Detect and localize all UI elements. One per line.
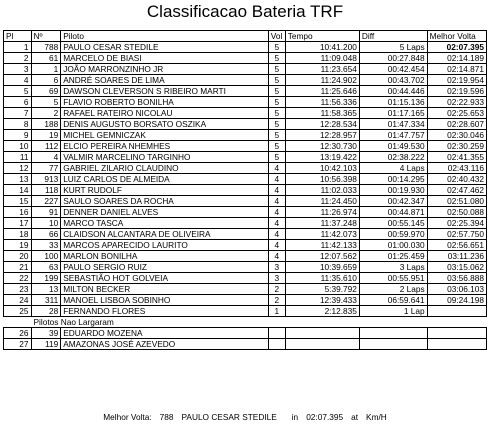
cell-vol: 2 — [268, 284, 285, 295]
cell-pl: 25 — [4, 306, 32, 317]
cell-pl: 13 — [4, 174, 32, 185]
cell-num: 1 — [31, 64, 61, 75]
cell-num: 13 — [31, 284, 61, 295]
cell-pl: 5 — [4, 86, 32, 97]
footer-time: 02:07.395 — [306, 412, 344, 422]
cell-tempo: 11:24.450 — [285, 196, 359, 207]
table-row — [4, 306, 487, 317]
cell-diff: 00:19.930 — [359, 185, 427, 196]
table-row — [4, 328, 487, 339]
footer-num: 788 — [159, 412, 174, 422]
header-row — [4, 31, 487, 42]
cell-num: 2 — [31, 108, 61, 119]
cell-pl: 14 — [4, 185, 32, 196]
cell-melhor: 02:41.355 — [427, 152, 486, 163]
cell-tempo: 10:42.103 — [285, 163, 359, 174]
cell-diff: 01:17.165 — [359, 108, 427, 119]
cell-tempo — [285, 328, 359, 339]
cell-tempo: 11:42.133 — [285, 240, 359, 251]
table-row — [4, 273, 487, 284]
cell-diff: 1 Lap — [359, 306, 427, 317]
cell-melhor: 02:19.596 — [427, 86, 486, 97]
cell-diff: 02:38.222 — [359, 152, 427, 163]
cell-melhor: 02:14.189 — [427, 53, 486, 64]
cell-melhor: 02:50.088 — [427, 207, 486, 218]
cell-pl: 1 — [4, 42, 32, 53]
cell-diff: 00:42.454 — [359, 64, 427, 75]
cell-vol: 4 — [268, 240, 285, 251]
cell-piloto: MICHEL GEMNICZAK — [61, 130, 269, 141]
cell-num: 5 — [31, 97, 61, 108]
cell-melhor: 02:56.651 — [427, 240, 486, 251]
cell-tempo: 2:12.835 — [285, 306, 359, 317]
table-row — [4, 339, 487, 350]
cell-piloto: MILTON BECKER — [61, 284, 269, 295]
cell-diff: 06:59.641 — [359, 295, 427, 306]
cell-vol: 5 — [268, 119, 285, 130]
cell-diff — [359, 339, 427, 350]
cell-tempo: 11:35.610 — [285, 273, 359, 284]
cell-melhor: 02:40.432 — [427, 174, 486, 185]
cell-pl: 22 — [4, 273, 32, 284]
cell-piloto: JOÃO MARRONZINHO JR — [61, 64, 269, 75]
cell-pl: 2 — [4, 53, 32, 64]
cell-vol: 4 — [268, 163, 285, 174]
footer-name: PAULO CESAR STEDILE — [181, 412, 277, 422]
cell-melhor: 02:07.395 — [427, 42, 486, 53]
cell-pl: 4 — [4, 75, 32, 86]
cell-pl: 17 — [4, 218, 32, 229]
cell-num: 188 — [31, 119, 61, 130]
cell-vol: 2 — [268, 295, 285, 306]
cell-melhor: 03:56.888 — [427, 273, 486, 284]
cell-diff — [359, 328, 427, 339]
cell-vol: 4 — [268, 229, 285, 240]
table-row — [4, 218, 487, 229]
cell-pl: 26 — [4, 328, 32, 339]
cell-melhor — [427, 328, 486, 339]
cell-piloto: MARCO TASCA — [61, 218, 269, 229]
table-row — [4, 229, 487, 240]
cell-melhor: 09:24.198 — [427, 295, 486, 306]
table-row — [4, 141, 487, 152]
cell-vol: 4 — [268, 196, 285, 207]
cell-diff: 00:44.871 — [359, 207, 427, 218]
cell-num: 33 — [31, 240, 61, 251]
cell-diff: 00:42.347 — [359, 196, 427, 207]
cell-piloto: ELCIO PEREIRA NHEMHES — [61, 141, 269, 152]
cell-tempo: 11:23.654 — [285, 64, 359, 75]
cell-vol: 4 — [268, 218, 285, 229]
cell-piloto: PAULO CESAR STEDILE — [61, 42, 269, 53]
cell-pl: 19 — [4, 240, 32, 251]
cell-melhor: 02:25.394 — [427, 218, 486, 229]
header-diff: Diff — [359, 31, 427, 42]
table-row — [4, 251, 487, 262]
cell-num: 91 — [31, 207, 61, 218]
cell-pl: 12 — [4, 163, 32, 174]
table-row — [4, 53, 487, 64]
cell-melhor: 02:51.080 — [427, 196, 486, 207]
table-row — [4, 174, 487, 185]
cell-vol: 5 — [268, 108, 285, 119]
cell-num: 112 — [31, 141, 61, 152]
cell-num: 69 — [31, 86, 61, 97]
cell-melhor: 02:14.871 — [427, 64, 486, 75]
cell-vol: 5 — [268, 97, 285, 108]
cell-pl: 20 — [4, 251, 32, 262]
cell-pl: 3 — [4, 64, 32, 75]
cell-piloto: FERNANDO FLORES — [61, 306, 269, 317]
cell-tempo: 12:07.562 — [285, 251, 359, 262]
cell-vol: 4 — [268, 207, 285, 218]
cell-piloto: MARCOS APARECIDO LAURITO — [61, 240, 269, 251]
table-row — [4, 152, 487, 163]
cell-tempo: 10:56.398 — [285, 174, 359, 185]
cell-melhor: 02:57.750 — [427, 229, 486, 240]
table-row — [4, 284, 487, 295]
cell-pl: 15 — [4, 196, 32, 207]
cell-diff: 01:25.459 — [359, 251, 427, 262]
cell-pl: 9 — [4, 130, 32, 141]
cell-tempo: 11:24.902 — [285, 75, 359, 86]
cell-piloto: MARLON BONILHA — [61, 251, 269, 262]
table-row — [4, 108, 487, 119]
cell-num: 227 — [31, 196, 61, 207]
cell-vol: 5 — [268, 53, 285, 64]
cell-tempo: 10:41.200 — [285, 42, 359, 53]
cell-num: 66 — [31, 229, 61, 240]
table-row — [4, 295, 487, 306]
best-lap-footer — [0, 412, 490, 422]
cell-melhor — [427, 339, 486, 350]
cell-num: 10 — [31, 218, 61, 229]
table-row — [4, 119, 487, 130]
cell-pl: 16 — [4, 207, 32, 218]
cell-piloto: FLAVIO ROBERTO BONILHA — [61, 97, 269, 108]
cell-vol: 4 — [268, 174, 285, 185]
cell-vol: 5 — [268, 141, 285, 152]
cell-num: 28 — [31, 306, 61, 317]
table-row — [4, 97, 487, 108]
cell-piloto: KURT RUDOLF — [61, 185, 269, 196]
table-row — [4, 163, 487, 174]
cell-diff: 2 Laps — [359, 284, 427, 295]
section-row — [4, 317, 487, 328]
cell-vol: 5 — [268, 64, 285, 75]
table-row — [4, 207, 487, 218]
footer-in: in — [291, 412, 299, 422]
cell-tempo: 12:28.534 — [285, 119, 359, 130]
cell-num: 913 — [31, 174, 61, 185]
cell-melhor: 02:25.653 — [427, 108, 486, 119]
cell-piloto: GABRIEL ZILARIO CLAUDINO — [61, 163, 269, 174]
cell-diff: 00:55.951 — [359, 273, 427, 284]
cell-melhor: 02:30.046 — [427, 130, 486, 141]
cell-num: 4 — [31, 152, 61, 163]
table-row — [4, 240, 487, 251]
cell-num: 19 — [31, 130, 61, 141]
header-num: Nº — [31, 31, 61, 42]
cell-diff: 00:55.145 — [359, 218, 427, 229]
cell-tempo — [285, 339, 359, 350]
cell-num: 61 — [31, 53, 61, 64]
cell-piloto: VALMIR MARCELINO TARGINHO — [61, 152, 269, 163]
table-row — [4, 185, 487, 196]
cell-vol — [268, 339, 285, 350]
cell-tempo: 11:26.974 — [285, 207, 359, 218]
cell-diff: 4 Laps — [359, 163, 427, 174]
cell-melhor — [427, 306, 486, 317]
cell-piloto: DAWSON CLEVERSON S RIBEIRO MARTI — [61, 86, 269, 97]
cell-num: 311 — [31, 295, 61, 306]
cell-tempo: 12:39.433 — [285, 295, 359, 306]
cell-tempo: 10:39.659 — [285, 262, 359, 273]
cell-piloto: AMAZONAS JOSÉ AZEVEDO — [61, 339, 269, 350]
cell-pl: 10 — [4, 141, 32, 152]
cell-num: 100 — [31, 251, 61, 262]
cell-tempo: 5:39.792 — [285, 284, 359, 295]
cell-piloto: ANDRÉ SOARES DE LIMA — [61, 75, 269, 86]
cell-pl: 6 — [4, 97, 32, 108]
section-label: Pilotos Nao Largaram — [4, 317, 487, 328]
cell-tempo: 11:02.033 — [285, 185, 359, 196]
cell-piloto: RAFAEL RATEIRO NICOLAU — [61, 108, 269, 119]
cell-pl: 11 — [4, 152, 32, 163]
cell-diff: 00:14.295 — [359, 174, 427, 185]
cell-num: 6 — [31, 75, 61, 86]
cell-vol: 5 — [268, 86, 285, 97]
cell-num: 39 — [31, 328, 61, 339]
cell-tempo: 12:28.957 — [285, 130, 359, 141]
cell-melhor: 02:19.954 — [427, 75, 486, 86]
cell-diff: 01:00.030 — [359, 240, 427, 251]
cell-pl: 23 — [4, 284, 32, 295]
header-piloto: Piloto — [61, 31, 269, 42]
cell-vol: 4 — [268, 251, 285, 262]
cell-piloto: SAULO SOARES DA ROCHA — [61, 196, 269, 207]
cell-melhor: 02:47.462 — [427, 185, 486, 196]
cell-pl: 24 — [4, 295, 32, 306]
cell-tempo: 11:09.048 — [285, 53, 359, 64]
table-row — [4, 262, 487, 273]
cell-piloto: SEBASTIÃO HOT GOLVEIA — [61, 273, 269, 284]
cell-melhor: 03:06.103 — [427, 284, 486, 295]
cell-vol — [268, 328, 285, 339]
cell-diff: 01:15.136 — [359, 97, 427, 108]
cell-num: 119 — [31, 339, 61, 350]
cell-vol: 1 — [268, 306, 285, 317]
cell-melhor: 03:11.236 — [427, 251, 486, 262]
cell-vol: 5 — [268, 152, 285, 163]
cell-tempo: 12:30.730 — [285, 141, 359, 152]
cell-melhor: 02:43.116 — [427, 163, 486, 174]
cell-piloto: PAULO SERGIO RUIZ — [61, 262, 269, 273]
cell-pl: 7 — [4, 108, 32, 119]
cell-melhor: 02:28.607 — [427, 119, 486, 130]
cell-pl: 21 — [4, 262, 32, 273]
cell-diff: 01:49.530 — [359, 141, 427, 152]
cell-piloto: CLAIDSON ALCANTARA DE OLIVEIRA — [61, 229, 269, 240]
cell-vol: 4 — [268, 185, 285, 196]
cell-diff: 5 Laps — [359, 42, 427, 53]
cell-vol: 5 — [268, 130, 285, 141]
cell-tempo: 11:42.073 — [285, 229, 359, 240]
cell-piloto: LUIZ CARLOS DE ALMEIDA — [61, 174, 269, 185]
cell-melhor: 02:30.259 — [427, 141, 486, 152]
cell-diff: 01:47.334 — [359, 119, 427, 130]
cell-num: 63 — [31, 262, 61, 273]
cell-piloto: MARCELO DE BIASI — [61, 53, 269, 64]
header-pl: Pl — [4, 31, 32, 42]
table-row — [4, 42, 487, 53]
cell-diff: 00:27.848 — [359, 53, 427, 64]
cell-pl: 18 — [4, 229, 32, 240]
cell-pl: 27 — [4, 339, 32, 350]
cell-melhor: 02:22.933 — [427, 97, 486, 108]
cell-piloto: DENNER DANIEL ALVES — [61, 207, 269, 218]
cell-num: 77 — [31, 163, 61, 174]
cell-pl: 8 — [4, 119, 32, 130]
table-row — [4, 196, 487, 207]
cell-vol: 3 — [268, 262, 285, 273]
cell-num: 199 — [31, 273, 61, 284]
cell-diff: 00:43.702 — [359, 75, 427, 86]
header-tempo: Tempo — [285, 31, 359, 42]
cell-piloto: EDUARDO MOZENA — [61, 328, 269, 339]
cell-diff: 00:59.970 — [359, 229, 427, 240]
cell-num: 788 — [31, 42, 61, 53]
cell-melhor: 03:15.062 — [427, 262, 486, 273]
footer-unit: Km/H — [366, 412, 387, 422]
footer-at: at — [351, 412, 359, 422]
table-row — [4, 130, 487, 141]
cell-num: 118 — [31, 185, 61, 196]
results-table — [3, 30, 487, 350]
cell-piloto: MANOEL LISBOA SOBINHO — [61, 295, 269, 306]
cell-diff: 00:44.446 — [359, 86, 427, 97]
cell-diff: 01:47.757 — [359, 130, 427, 141]
page-title: Classificacao Bateria TRF — [146, 2, 344, 21]
table-row — [4, 86, 487, 97]
cell-vol: 5 — [268, 75, 285, 86]
header-melhor: Melhor Volta — [427, 31, 486, 42]
table-row — [4, 64, 487, 75]
cell-tempo: 13:19.422 — [285, 152, 359, 163]
cell-diff: 3 Laps — [359, 262, 427, 273]
cell-vol: 5 — [268, 42, 285, 53]
table-row — [4, 75, 487, 86]
header-vol: Vol — [268, 31, 285, 42]
footer-label: Melhor Volta: — [103, 412, 152, 422]
cell-tempo: 11:25.646 — [285, 86, 359, 97]
cell-tempo: 11:37.248 — [285, 218, 359, 229]
cell-tempo: 11:56.336 — [285, 97, 359, 108]
cell-piloto: DENIS AUGUSTO BORSATO OSZIKA — [61, 119, 269, 130]
cell-tempo: 11:58.365 — [285, 108, 359, 119]
cell-vol: 3 — [268, 273, 285, 284]
